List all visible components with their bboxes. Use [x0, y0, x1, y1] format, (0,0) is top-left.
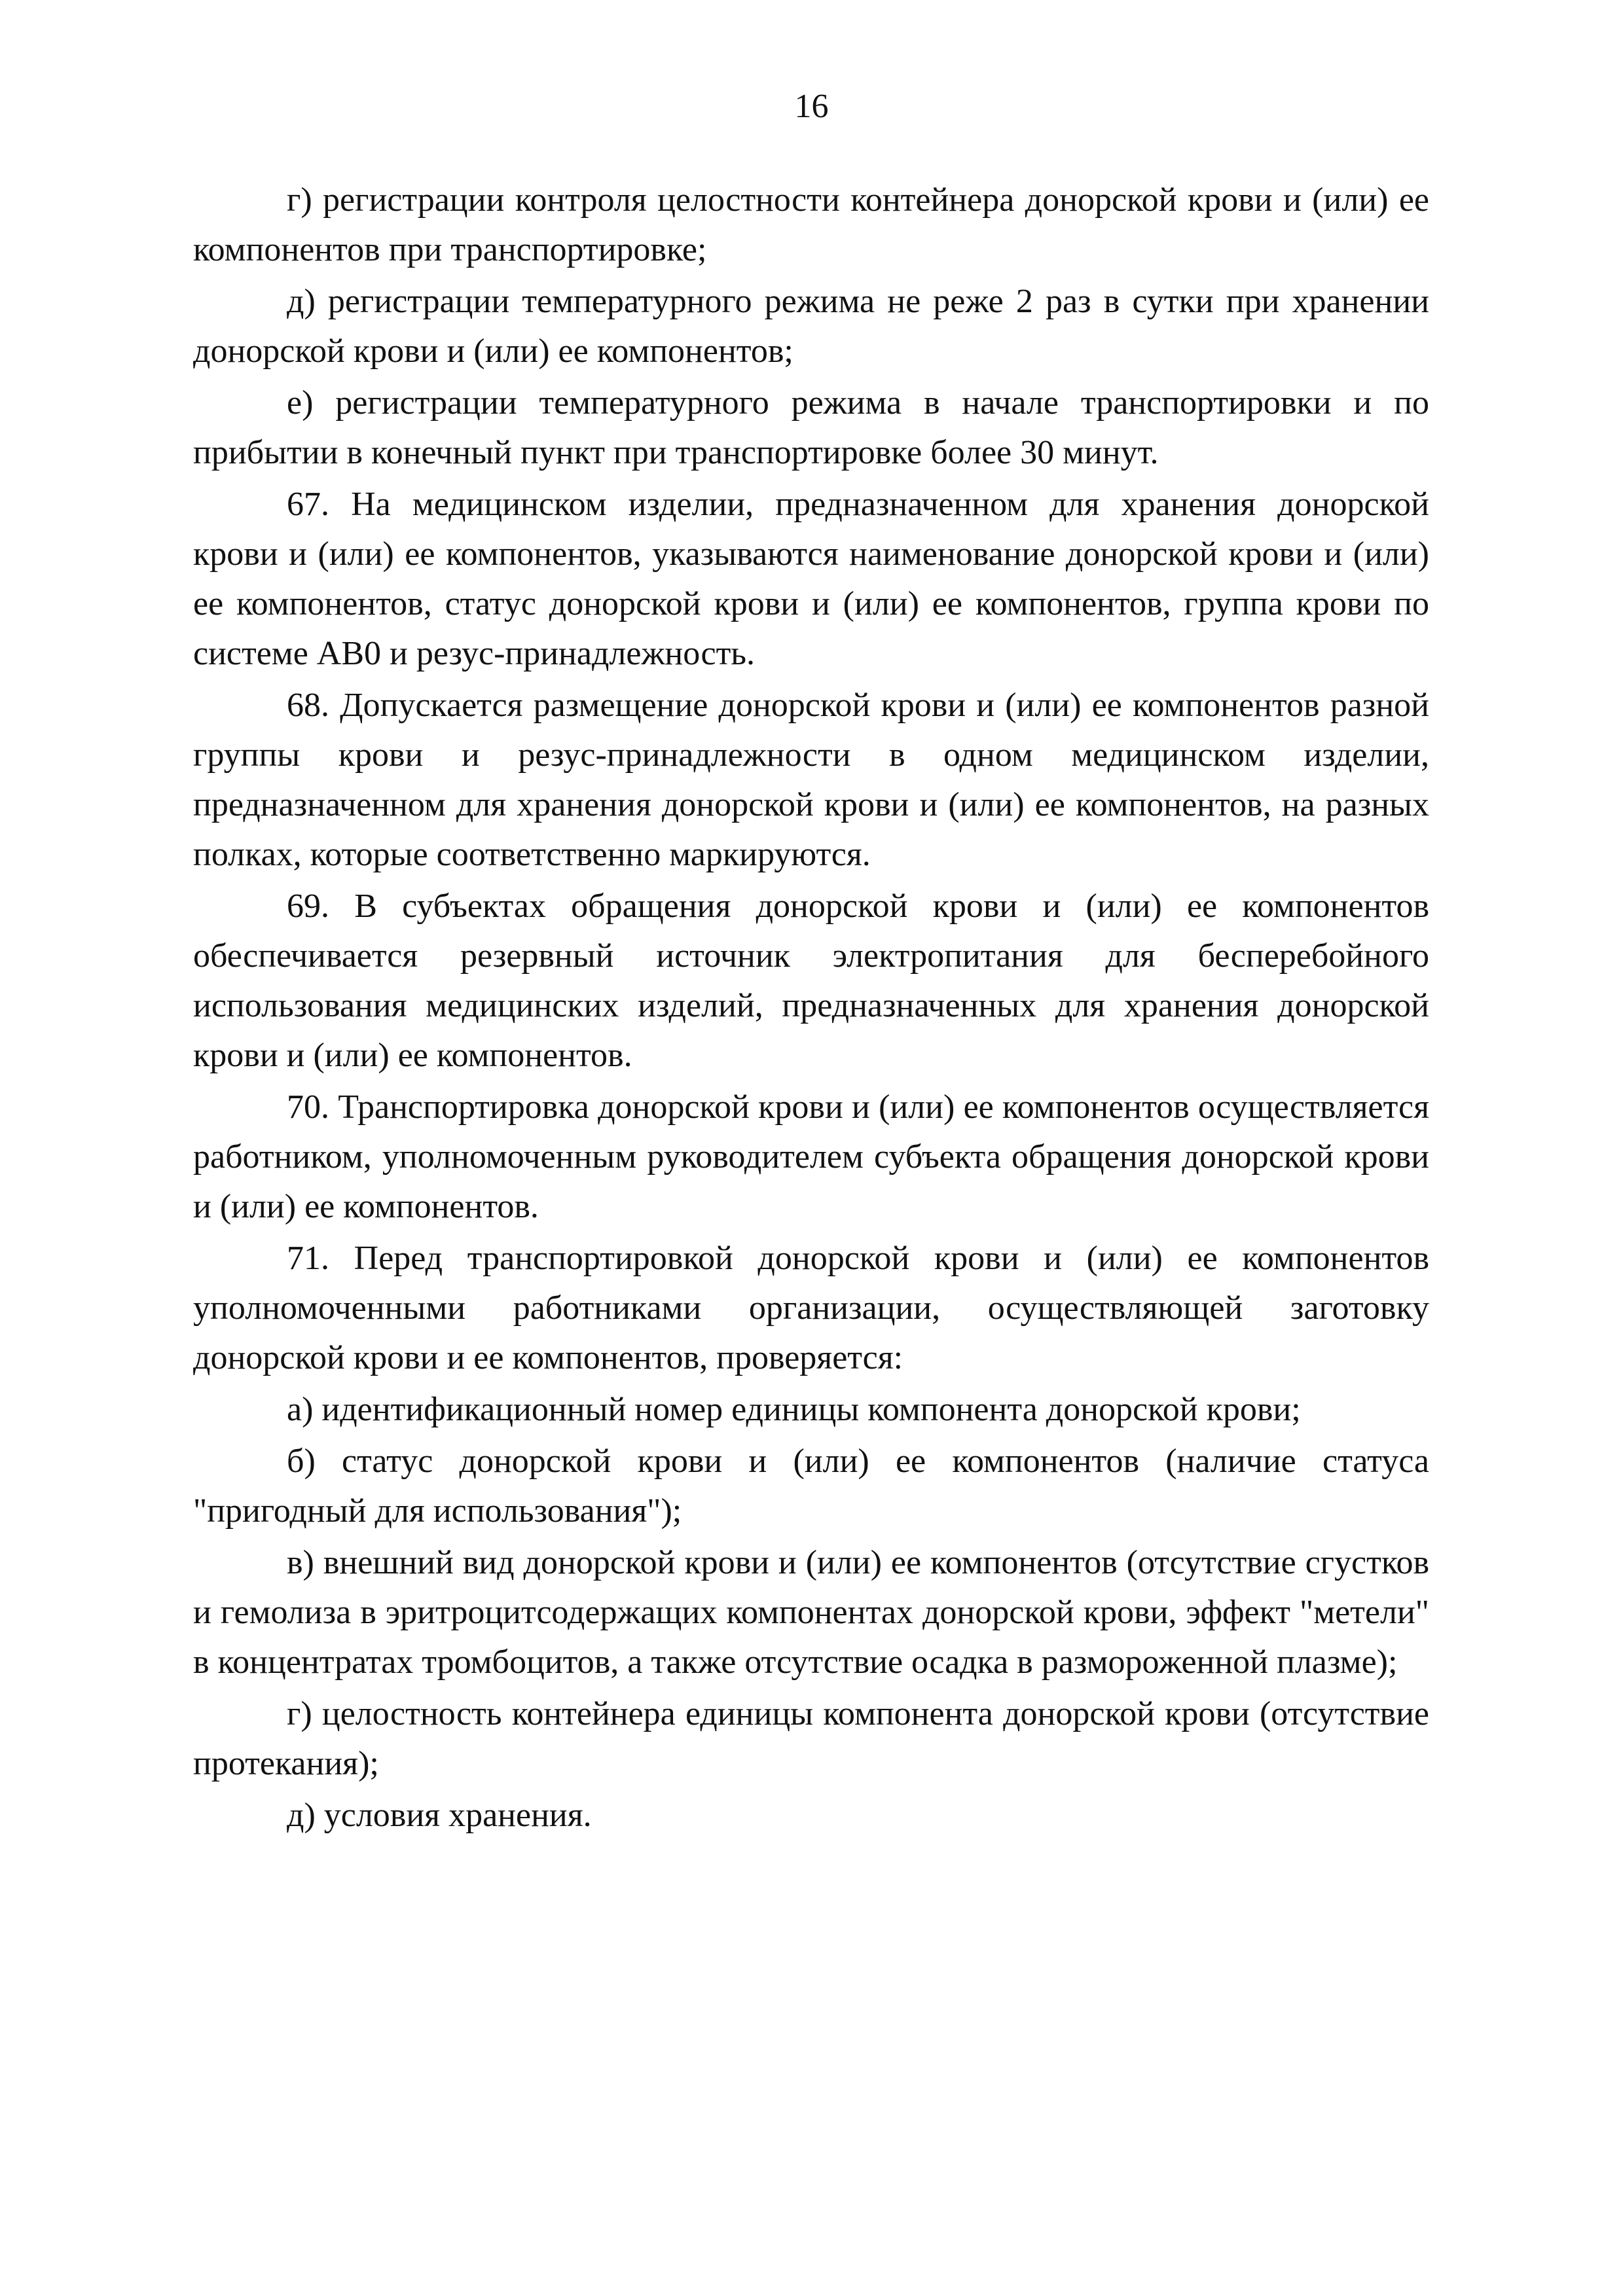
- document-body: [193, 175, 1429, 1840]
- paragraph-67: 67. На медицинском изделии, предназначенном для хранения донорской крови и (или) ее компонентов, указываются наименование донорской крови и (или) ее компонентов, статус донорской крови и (или) ее компонентов, группа крови по системе АВ0 и резус-принадлежность.: [193, 486, 1429, 672]
- paragraph-71-item-a: а) идентификационный номер единицы компонента донорской крови;: [287, 1391, 1301, 1428]
- paragraph-71: 71. Перед транспортировкой донорской крови и (или) ее компонентов уполномоченными работниками организации, осуществляющей заготовку донорской крови и ее компонентов, проверяется:: [193, 1240, 1429, 1376]
- paragraph-item-g-transport-integrity: г) регистрации контроля целостности контейнера донорской крови и (или) ее компонентов при транспортировке;: [193, 181, 1429, 268]
- paragraph-71-item-b: б) статус донорской крови и (или) ее компонентов (наличие статуса "пригодный для использования");: [193, 1443, 1429, 1530]
- paragraph-68: 68. Допускается размещение донорской крови и (или) ее компонентов разной группы крови и резус-принадлежности в одном медицинском изделии, предназначенном для хранения донорской крови и (или) ее компонентов, на разных полках, которые соответственно маркируются.: [193, 687, 1429, 873]
- paragraph-71-item-g: г) целостность контейнера единицы компонента донорской крови (отсутствие протекания);: [193, 1695, 1429, 1782]
- paragraph-item-d-storage-temperature: д) регистрации температурного режима не реже 2 раз в сутки при хранении донорской крови и (или) ее компонентов;: [193, 283, 1429, 370]
- paragraph-item-e-transport-temperature: е) регистрации температурного режима в начале транспортировки и по прибытии в конечный пункт при транспортировке более 30 минут.: [193, 384, 1429, 471]
- paragraph-71-item-v: в) внешний вид донорской крови и (или) ее компонентов (отсутствие сгустков и гемолиза в эритроцитсодержащих компонентах донорской крови, эффект "метели" в концентратах тромбоцитов, а также отсутствие осадка в размороженной плазме);: [193, 1544, 1429, 1681]
- page-number: 16: [794, 88, 829, 125]
- paragraph-70: 70. Транспортировка донорской крови и (или) ее компонентов осуществляется работником, уполномоченным руководителем субъекта обращения донорской крови и (или) ее компонентов.: [193, 1088, 1429, 1225]
- paragraph-69: 69. В субъектах обращения донорской крови и (или) ее компонентов обеспечивается резервный источник электропитания для бесперебойного использования медицинских изделий, предназначенных для хранения донорской крови и (или) ее компонентов.: [193, 888, 1429, 1074]
- paragraph-71-item-d: д) условия хранения.: [287, 1797, 592, 1834]
